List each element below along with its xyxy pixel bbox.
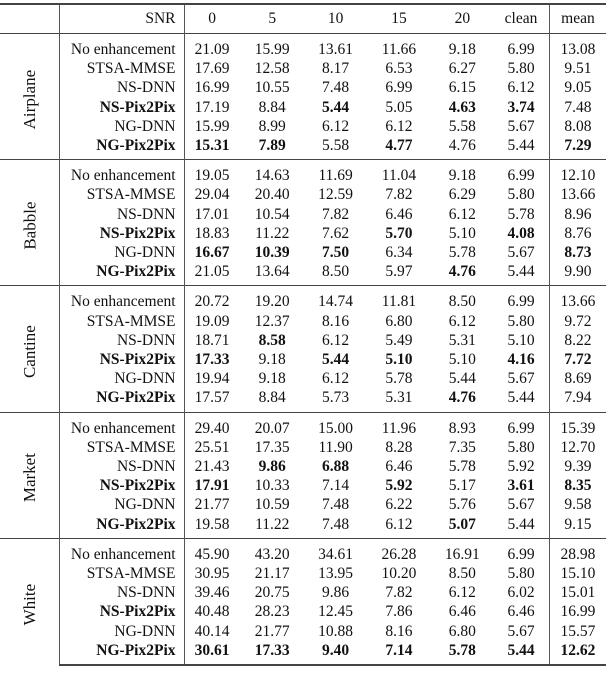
value-cell: 8.50	[432, 286, 494, 312]
value-cell: 6.99	[385, 79, 413, 97]
mean-cell: 8.22	[549, 331, 606, 350]
value-cell: 15.99	[240, 34, 305, 60]
value-cell: 6.12	[448, 312, 476, 330]
table-row	[0, 262, 606, 286]
method-name: NS-DNN	[60, 205, 184, 224]
value-cell: 5.31	[385, 389, 413, 407]
noise-group-label: White	[20, 583, 40, 626]
col-header-10: 10	[327, 10, 344, 27]
table-row	[0, 538, 606, 564]
value-cell: 6.46	[448, 603, 476, 621]
value-cell: 11.66	[366, 34, 431, 60]
value-cell: 6.22	[385, 496, 413, 514]
value-cell: 6.99	[493, 412, 549, 438]
table-row	[0, 331, 606, 350]
table-row	[0, 78, 606, 97]
value-cell: 18.71	[194, 331, 230, 349]
table-row	[0, 369, 606, 388]
value-cell: 11.04	[366, 160, 431, 186]
value-cell: 5.17	[448, 477, 476, 495]
method-name: NS-DNN	[60, 583, 184, 602]
table-row	[0, 34, 606, 60]
value-cell: 17.35	[254, 438, 290, 456]
value-cell: 10.33	[254, 477, 290, 495]
value-cell: 15.00	[305, 412, 367, 438]
value-cell: 9.18	[258, 370, 286, 388]
mean-cell: 7.94	[549, 388, 606, 412]
method-name: NS-Pix2Pix	[60, 350, 184, 369]
value-cell: 5.10	[507, 331, 535, 349]
value-cell: 5.58	[322, 137, 350, 155]
value-cell: 9.86	[258, 458, 286, 476]
col-header-0: 0	[208, 10, 216, 27]
value-cell: 8.50	[448, 565, 476, 583]
value-cell: 9.18	[432, 160, 494, 186]
value-cell: 21.77	[254, 622, 290, 640]
value-cell: 5.80	[507, 186, 535, 204]
value-cell: 19.20	[240, 286, 305, 312]
value-cell: 12.58	[254, 60, 290, 78]
table-row	[0, 160, 606, 186]
table-row	[0, 622, 606, 641]
col-header-5: 5	[268, 10, 277, 27]
value-cell: 15.99	[194, 117, 230, 135]
table-row	[0, 476, 606, 495]
value-cell: 5.31	[448, 331, 476, 349]
value-cell: 4.77	[385, 137, 413, 155]
mean-cell: 28.98	[549, 538, 606, 564]
mean-cell: 8.96	[549, 205, 606, 224]
table-row	[0, 495, 606, 514]
mean-cell: 9.15	[549, 515, 606, 539]
value-cell: 21.05	[194, 263, 230, 281]
value-cell: 11.96	[366, 412, 431, 438]
mean-cell: 13.66	[549, 286, 606, 312]
value-cell: 21.17	[254, 565, 290, 583]
value-cell: 6.99	[493, 34, 549, 60]
mean-cell: 8.35	[549, 476, 606, 495]
value-cell: 4.08	[507, 224, 535, 242]
value-cell: 4.76	[448, 137, 476, 155]
value-cell: 6.12	[507, 79, 535, 97]
value-cell: 5.78	[432, 641, 494, 665]
table-row	[0, 205, 606, 224]
value-cell: 5.44	[448, 370, 476, 388]
value-cell: 5.73	[322, 389, 350, 407]
value-cell: 3.74	[507, 98, 535, 116]
value-cell: 4.63	[448, 98, 476, 116]
table-row	[0, 350, 606, 369]
method-name: No enhancement	[60, 286, 184, 312]
value-cell: 11.22	[255, 224, 290, 242]
value-cell: 10.88	[318, 622, 354, 640]
method-name: NG-DNN	[60, 369, 184, 388]
value-cell: 5.78	[385, 370, 413, 388]
value-cell: 5.67	[507, 244, 535, 262]
table-row	[0, 286, 606, 312]
noise-group-label: Airplane	[20, 69, 40, 129]
table-row	[0, 388, 606, 412]
value-cell: 6.88	[322, 458, 350, 476]
method-name: NS-Pix2Pix	[60, 98, 184, 117]
snr-header: SNR	[60, 4, 184, 34]
value-cell: 30.95	[194, 565, 230, 583]
value-cell: 5.44	[507, 389, 535, 407]
value-cell: 6.15	[448, 79, 476, 97]
value-cell: 6.12	[322, 331, 350, 349]
mean-cell: 12.70	[549, 438, 606, 457]
table-row	[0, 136, 606, 160]
method-name: No enhancement	[60, 538, 184, 564]
value-cell: 20.75	[254, 584, 290, 602]
value-cell: 8.17	[322, 60, 350, 78]
value-cell: 12.59	[318, 186, 354, 204]
mean-cell: 8.08	[549, 117, 606, 136]
value-cell: 18.83	[194, 224, 230, 242]
value-cell: 4.16	[507, 351, 535, 369]
mean-cell: 13.08	[549, 34, 606, 60]
mean-cell: 16.99	[549, 602, 606, 621]
value-cell: 6.12	[448, 205, 476, 223]
value-cell: 16.99	[194, 79, 230, 97]
value-cell: 11.90	[318, 438, 353, 456]
value-cell: 6.27	[448, 60, 476, 78]
table-row	[0, 564, 606, 583]
value-cell: 7.82	[322, 205, 350, 223]
value-cell: 6.46	[507, 603, 535, 621]
table-row	[0, 457, 606, 476]
value-cell: 7.86	[385, 603, 413, 621]
table-row	[0, 641, 606, 665]
method-name: STSA-MMSE	[60, 185, 184, 204]
method-name: STSA-MMSE	[60, 312, 184, 331]
noise-group-label: Market	[20, 453, 40, 503]
value-cell: 6.46	[385, 458, 413, 476]
value-cell: 5.10	[448, 351, 476, 369]
value-cell: 6.46	[385, 205, 413, 223]
table-row	[0, 224, 606, 243]
value-cell: 3.61	[507, 477, 535, 495]
value-cell: 6.80	[385, 312, 413, 330]
value-cell: 15.31	[194, 137, 230, 155]
method-name: No enhancement	[60, 412, 184, 438]
table-row	[0, 243, 606, 262]
value-cell: 6.53	[385, 60, 413, 78]
value-cell: 8.50	[322, 263, 350, 281]
method-name: NS-DNN	[60, 457, 184, 476]
value-cell: 16.91	[432, 538, 494, 564]
table-row	[0, 438, 606, 457]
value-cell: 6.80	[448, 622, 476, 640]
value-cell: 5.92	[385, 477, 413, 495]
noise-group-label: Cantine	[20, 325, 40, 378]
method-name: STSA-MMSE	[60, 438, 184, 457]
value-cell: 6.29	[448, 186, 476, 204]
value-cell: 20.07	[240, 412, 305, 438]
value-cell: 7.82	[385, 584, 413, 602]
value-cell: 30.61	[184, 641, 240, 665]
table-row	[0, 602, 606, 621]
method-name: NS-DNN	[60, 331, 184, 350]
value-cell: 40.48	[194, 603, 230, 621]
noise-group-cell	[0, 286, 60, 412]
value-cell: 26.28	[366, 538, 431, 564]
mean-cell: 9.90	[549, 262, 606, 286]
table-row	[0, 98, 606, 117]
col-header-mean: mean	[549, 4, 606, 34]
table-row	[0, 515, 606, 539]
value-cell: 5.76	[448, 496, 476, 514]
method-name: NS-DNN	[60, 78, 184, 97]
mean-cell: 9.39	[549, 457, 606, 476]
value-cell: 10.59	[254, 496, 290, 514]
value-cell: 6.99	[493, 160, 549, 186]
value-cell: 12.45	[318, 603, 354, 621]
value-cell: 5.92	[507, 458, 535, 476]
noise-group-label: Babble	[20, 201, 40, 250]
method-name: NG-Pix2Pix	[60, 641, 184, 665]
value-cell: 5.80	[507, 312, 535, 330]
value-cell: 17.33	[194, 351, 230, 369]
value-cell: 11.69	[305, 160, 367, 186]
value-cell: 5.67	[507, 370, 535, 388]
value-cell: 5.70	[385, 224, 413, 242]
value-cell: 21.77	[194, 496, 230, 514]
value-cell: 45.90	[184, 538, 240, 564]
value-cell: 20.40	[254, 186, 290, 204]
value-cell: 17.69	[194, 60, 230, 78]
noise-group-cell	[0, 412, 60, 538]
value-cell: 19.58	[194, 515, 230, 533]
value-cell: 7.14	[322, 477, 350, 495]
value-cell: 6.02	[507, 584, 535, 602]
value-cell: 9.86	[322, 584, 350, 602]
value-cell: 5.58	[448, 117, 476, 135]
value-cell: 43.20	[240, 538, 305, 564]
mean-cell: 13.66	[549, 185, 606, 204]
value-cell: 11.81	[366, 286, 431, 312]
mean-cell: 8.69	[549, 369, 606, 388]
value-cell: 6.12	[322, 370, 350, 388]
value-cell: 12.37	[254, 312, 290, 330]
value-cell: 7.50	[322, 244, 350, 262]
value-cell: 4.76	[448, 263, 476, 281]
noise-group-cell	[0, 160, 60, 286]
mean-cell: 9.05	[549, 78, 606, 97]
value-cell: 5.44	[322, 98, 350, 116]
mean-cell: 7.29	[549, 136, 606, 160]
mean-cell: 15.39	[549, 412, 606, 438]
mean-cell: 15.01	[549, 583, 606, 602]
value-cell: 5.44	[322, 351, 350, 369]
value-cell: 10.54	[254, 205, 290, 223]
value-cell: 9.40	[305, 641, 367, 665]
value-cell: 39.46	[194, 584, 230, 602]
value-cell: 6.34	[385, 244, 413, 262]
value-cell: 8.84	[258, 98, 286, 116]
value-cell: 5.97	[385, 263, 413, 281]
value-cell: 5.44	[507, 137, 535, 155]
value-cell: 13.64	[254, 263, 290, 281]
value-cell: 10.39	[254, 244, 290, 262]
method-name: NG-Pix2Pix	[60, 388, 184, 412]
value-cell: 21.43	[194, 458, 230, 476]
method-name: NS-Pix2Pix	[60, 476, 184, 495]
mean-cell: 12.10	[549, 160, 606, 186]
mean-cell: 7.72	[549, 350, 606, 369]
value-cell: 8.16	[322, 312, 350, 330]
value-cell: 19.09	[194, 312, 230, 330]
value-cell: 8.93	[432, 412, 494, 438]
value-cell: 5.10	[385, 351, 413, 369]
mean-cell: 12.62	[549, 641, 606, 665]
table-row	[0, 185, 606, 204]
value-cell: 28.23	[254, 603, 290, 621]
col-header-15: 15	[391, 10, 407, 27]
table-row	[0, 312, 606, 331]
value-cell: 7.48	[322, 496, 350, 514]
value-cell: 8.58	[258, 331, 286, 349]
mean-cell: 7.48	[549, 98, 606, 117]
method-name: NG-DNN	[60, 243, 184, 262]
mean-cell: 8.73	[549, 243, 606, 262]
value-cell: 8.99	[258, 117, 286, 135]
value-cell: 5.10	[448, 224, 476, 242]
value-cell: 5.67	[507, 117, 535, 135]
mean-cell: 8.76	[549, 224, 606, 243]
method-name: NS-Pix2Pix	[60, 224, 184, 243]
table-row	[0, 59, 606, 78]
value-cell: 20.72	[184, 286, 240, 312]
method-name: STSA-MMSE	[60, 564, 184, 583]
value-cell: 7.48	[322, 515, 350, 533]
noise-group-cell	[0, 538, 60, 665]
value-cell: 19.05	[184, 160, 240, 186]
method-name: NG-DNN	[60, 495, 184, 514]
mean-cell: 15.10	[549, 564, 606, 583]
value-cell: 5.78	[448, 244, 476, 262]
value-cell: 5.80	[507, 60, 535, 78]
value-cell: 4.76	[448, 389, 476, 407]
value-cell: 13.95	[318, 565, 354, 583]
mean-cell: 9.72	[549, 312, 606, 331]
value-cell: 5.05	[385, 98, 413, 116]
value-cell: 8.84	[258, 389, 286, 407]
header-row	[0, 4, 606, 34]
value-cell: 17.57	[194, 389, 230, 407]
method-name: NG-DNN	[60, 117, 184, 136]
value-cell: 6.12	[385, 117, 413, 135]
value-cell: 9.18	[258, 351, 286, 369]
value-cell: 5.78	[448, 458, 476, 476]
value-cell: 7.35	[448, 438, 476, 456]
value-cell: 5.49	[385, 331, 413, 349]
value-cell: 16.67	[194, 244, 230, 262]
value-cell: 17.19	[194, 98, 230, 116]
method-name: NG-Pix2Pix	[60, 262, 184, 286]
value-cell: 7.82	[385, 186, 413, 204]
value-cell: 6.12	[448, 584, 476, 602]
table-row	[0, 117, 606, 136]
value-cell: 6.12	[385, 515, 413, 533]
value-cell: 10.20	[381, 565, 417, 583]
value-cell: 17.01	[194, 205, 230, 223]
mean-cell: 9.51	[549, 59, 606, 78]
col-header-clean: clean	[504, 10, 538, 27]
value-cell: 5.80	[507, 565, 535, 583]
value-cell: 5.44	[507, 263, 535, 281]
value-cell: 25.51	[194, 438, 230, 456]
table-row	[0, 412, 606, 438]
value-cell: 9.18	[432, 34, 494, 60]
value-cell: 19.94	[194, 370, 230, 388]
noise-type-header	[0, 4, 60, 34]
method-name: NG-Pix2Pix	[60, 515, 184, 539]
noise-group-cell	[0, 34, 60, 160]
mean-cell: 9.58	[549, 495, 606, 514]
value-cell: 5.07	[448, 515, 476, 533]
value-cell: 5.80	[507, 438, 535, 456]
value-cell: 17.91	[194, 477, 230, 495]
value-cell: 5.44	[507, 515, 535, 533]
value-cell: 29.40	[184, 412, 240, 438]
value-cell: 5.78	[507, 205, 535, 223]
value-cell: 7.89	[258, 137, 286, 155]
value-cell: 10.55	[254, 79, 290, 97]
value-cell: 8.28	[385, 438, 413, 456]
value-cell: 14.63	[240, 160, 305, 186]
value-cell: 6.99	[493, 286, 549, 312]
method-name: No enhancement	[60, 34, 184, 60]
method-name: STSA-MMSE	[60, 59, 184, 78]
mean-cell: 15.57	[549, 622, 606, 641]
value-cell: 29.04	[194, 186, 230, 204]
value-cell: 13.61	[305, 34, 367, 60]
value-cell: 5.67	[507, 622, 535, 640]
value-cell: 11.22	[255, 515, 290, 533]
method-name: NG-Pix2Pix	[60, 136, 184, 160]
method-name: NS-Pix2Pix	[60, 602, 184, 621]
table-body	[0, 34, 606, 666]
col-header-20: 20	[454, 10, 471, 27]
value-cell: 7.62	[322, 224, 350, 242]
value-cell: 34.61	[305, 538, 367, 564]
value-cell: 6.99	[493, 538, 549, 564]
value-cell: 7.48	[322, 79, 350, 97]
value-cell: 14.74	[305, 286, 367, 312]
value-cell: 8.16	[385, 622, 413, 640]
value-cell: 21.09	[184, 34, 240, 60]
value-cell: 40.14	[194, 622, 230, 640]
method-name: NG-DNN	[60, 622, 184, 641]
value-cell: 5.44	[493, 641, 549, 665]
results-table	[0, 3, 606, 666]
table-row	[0, 583, 606, 602]
value-cell: 5.67	[507, 496, 535, 514]
value-cell: 7.14	[366, 641, 431, 665]
value-cell: 6.12	[322, 117, 350, 135]
value-cell: 17.33	[240, 641, 305, 665]
method-name: No enhancement	[60, 160, 184, 186]
